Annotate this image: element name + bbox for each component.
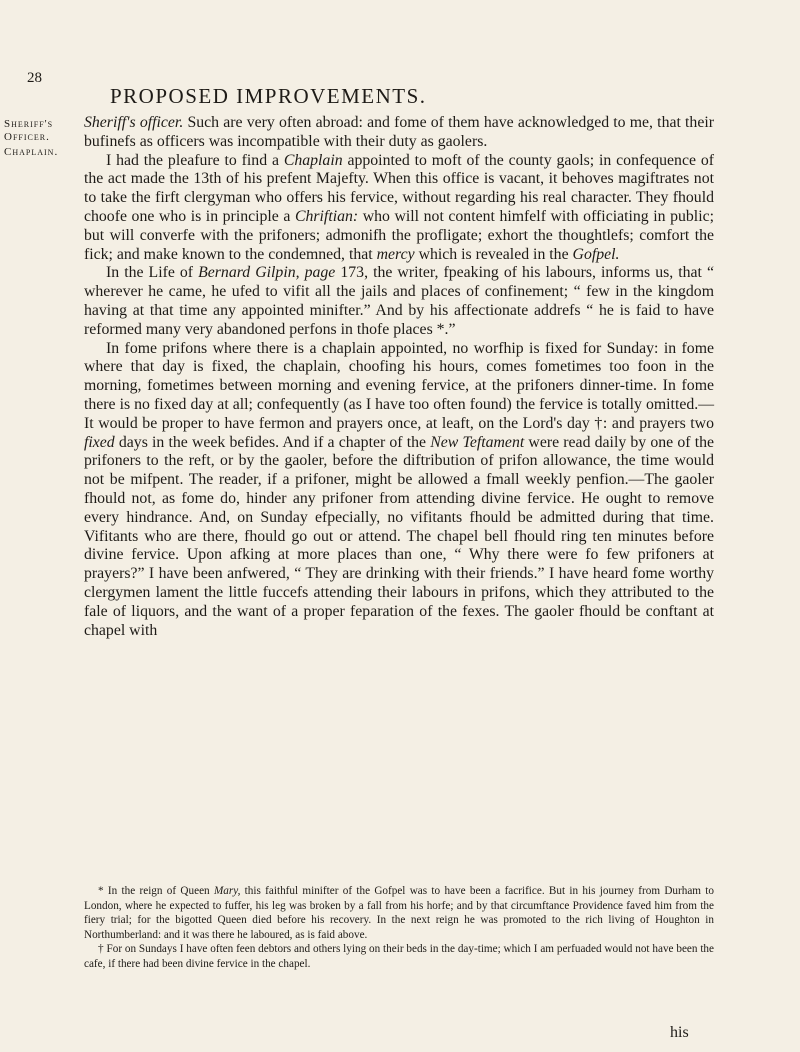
- italic-run: mercy: [376, 245, 415, 263]
- paragraph-sunday-worship: [84, 340, 714, 641]
- text-run: this faithful minifter of the Gofpel was to have been a facrifice. But in his journey from Durham to London, where he expected to fuffer, his leg was broken by a fall from his horfe; and by that circumftance Providence faved him from the fiery trial; for the bigotted Queen died before his recovery. In the next reign he was promoted to the rich living of Houghton in Northumberland: and it was there he laboured, as is faid above.: [84, 885, 714, 941]
- catchword: his: [670, 1024, 689, 1041]
- page-number: 28: [27, 70, 42, 86]
- italic-run: fixed: [84, 433, 115, 451]
- text-run: were read daily by one of the prifoners to the reft, or by the gaoler, before the diftribution of prifon allowance, the time would not be mifpent. The reader, if a prifoner, might be allowed a fmall weekly penfion.—The gaoler fhould not, as fome do, hinder any prifoner from attending divine fervice. He ought to remove every hindrance. And, on Sunday efpecially, no vifitants fhould be admitted during that time. Vifitants who are there, fhould go out or attend. The chapel bell fhould ring ten minutes before divine fervice. Upon afking at more places than one, “ Why there were fo few prifoners at prayers?” I have been anfwered, “ They are drinking with their friends.” I have heard fome worthy clergymen lament the little fuccefs attending their labours in prifons, which they attributed to the fale of liquors, and the want of a proper feparation of the fexes. The gaoler fhould be conftant at chapel with: [84, 433, 715, 639]
- paragraph-sheriffs-officer: [84, 114, 714, 152]
- text-run: days in the week befides. And if a chapter of the: [114, 433, 431, 451]
- italic-run: Chriftian:: [294, 207, 359, 225]
- text-run: which is revealed in the: [414, 245, 573, 263]
- running-head: PROPOSED IMPROVEMENTS.: [110, 84, 427, 108]
- text-run: In fome prifons where there is a chaplain appointed, no worfhip is fixed for Sunday: in fome where that day is fixed, the chaplain, choofing his hours, comes fometimes too foon in the morning, fometimes between morning and evening fervice, at the prifoners dinner-time. In fome there is no fixed day at all; confequently (as I have too often found) the fervice is totally omitted.—It would be proper to have fermon and prayers once, at leaft, on the Lord's day †: and prayers two: [84, 339, 714, 432]
- text-run: I had the pleafure to find a: [106, 151, 284, 169]
- paragraph-chaplain: [84, 152, 714, 265]
- body-text: [84, 114, 714, 640]
- footnote-dagger: † For on Sundays I have often feen debtors and others lying on their beds in the day-time; which I am perfuaded would not have been the cafe, if there had been divine fervice in the chapel.: [84, 943, 714, 970]
- italic-run: Mary,: [213, 885, 241, 897]
- text-run: * In the reign of Queen: [98, 885, 214, 897]
- text-run: In the Life of: [106, 264, 199, 282]
- paragraph-lead: Sheriff's officer.: [84, 114, 184, 131]
- margin-note-chaplain: Chaplain.: [4, 146, 59, 158]
- italic-run: Chaplain: [283, 151, 343, 169]
- italic-run: Gofpel.: [572, 245, 620, 263]
- text-run: who will not content himfelf with officiating in public; but will converfe with the prifoners; admonifh the profligate; exhort the thoughtlefs; comfort the fick; and make known to the condemned, that: [84, 207, 714, 263]
- italic-run: Bernard Gilpin, page: [198, 264, 336, 282]
- paragraph-text: Such are very often abroad: and fome of them have acknowledged to me, that their bufinefs as officers was incompatible with their duty as gaolers.: [84, 114, 714, 150]
- margin-note-sheriffs-officer: Sheriff's Officer.: [4, 118, 54, 143]
- footnotes: [84, 884, 714, 972]
- paragraph-gilpin: [84, 264, 714, 339]
- footnote-asterisk: [84, 884, 714, 942]
- text-run: appointed to moft of the county gaols; in confequence of the act made the 13th of his prefent Majefty. When this office is vacant, it behoves magiftrates not to take the firft clergyman who offers his fervice, without regarding his real character. They fhould choofe one who is in principle a: [84, 151, 714, 225]
- italic-run: New Teftament: [430, 433, 525, 451]
- text-run: 173, the writer, fpeaking of his labours, informs us, that “ wherever he came, he ufed to vifit all the jails and places of confinement; “ few in the kingdom having at that time any appointed minifter.” And by his affectionate addrefs “ he is faid to have reformed many very abandoned perfons in thofe places *.”: [84, 264, 714, 338]
